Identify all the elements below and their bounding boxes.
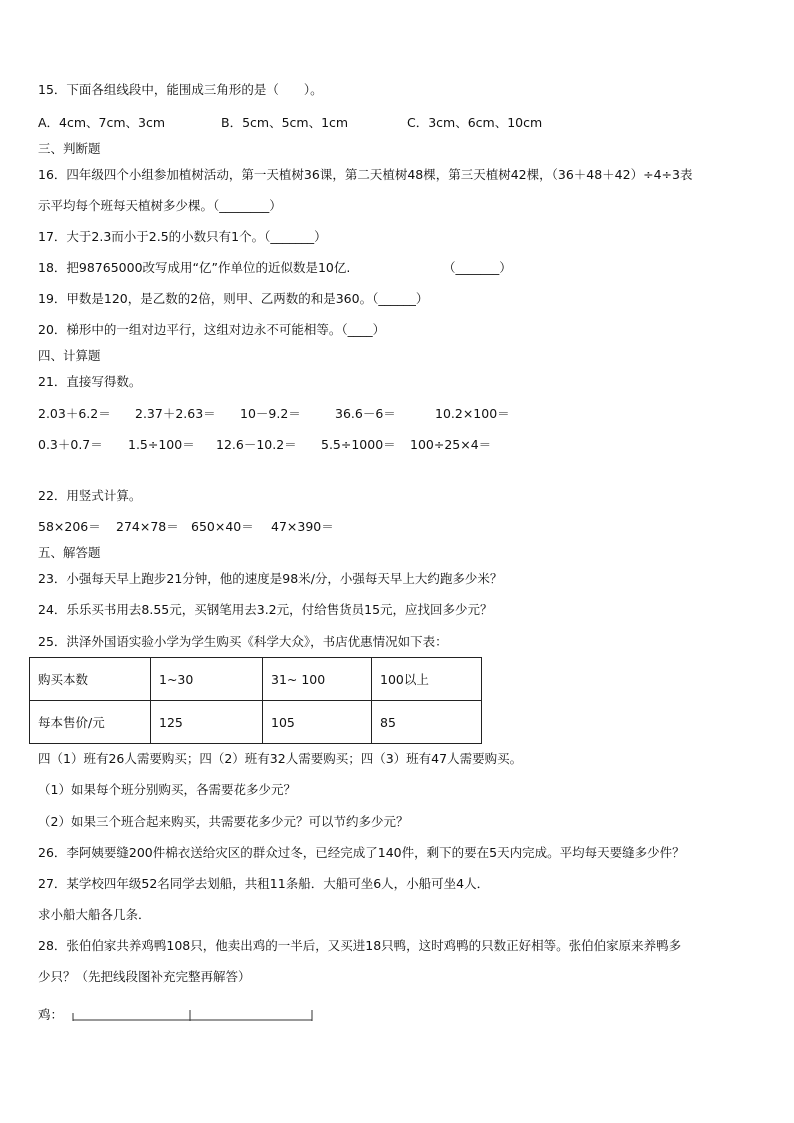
section-problems-heading: 五、解答题 <box>38 545 101 560</box>
calc-item: 100÷25×4＝ <box>410 437 492 452</box>
calc-item: 0.3＋0.7＝ <box>38 437 103 452</box>
chicken-label: 鸡： <box>38 1007 64 1022</box>
table-cell: 每本售价/元 <box>30 701 151 744</box>
q23: 23．小强每天早上跑步21分钟，他的速度是98米/分，小强每天早上大约跑多少米？ <box>38 571 503 586</box>
table-cell: 85 <box>372 701 482 744</box>
q22: 22．用竖式计算。 <box>38 488 142 503</box>
table-cell: 100以上 <box>372 658 482 701</box>
q15-option-b: B．5cm、5cm、1cm <box>221 115 349 130</box>
q28-line1: 28．张伯伯家共养鸡鸭108只，他卖出鸡的一半后，又买进18只鸭，这时鸡鸭的只数正好相等。张伯伯家原来养鸭多 <box>38 938 682 953</box>
q16-line1: 16．四年级四个小组参加植树活动，第一天植树36课，第二天植树48棵，第三天植树42棵，（36＋48＋42）÷4÷3表 <box>38 167 693 182</box>
q15-option-a: A．4cm、7cm、3cm <box>38 115 166 130</box>
table-cell: 31~ 100 <box>263 658 372 701</box>
price-table <box>29 657 482 744</box>
table-cell: 1~30 <box>151 658 263 701</box>
q24: 24．乐乐买书用去8.55元，买钢笔用去3.2元，付给售货员15元，应找回多少元？ <box>38 602 493 617</box>
calc-item: 2.03＋6.2＝ <box>38 406 111 421</box>
q19: 19．甲数是120，是乙数的2倍，则甲、乙两数的和是360。（______） <box>38 291 429 306</box>
calc-item: 36.6－6＝ <box>335 406 396 421</box>
vertical-calc-item: 47×390＝ <box>271 519 334 534</box>
calc-item: 1.5÷100＝ <box>128 437 195 452</box>
section-calculation-heading: 四、计算题 <box>38 348 101 363</box>
q28-line2: 少只？（先把线段图补充完整再解答） <box>38 969 251 984</box>
table-cell: 105 <box>263 701 372 744</box>
q26: 26．李阿姨要缝200件棉衣送给灾区的群众过冬，已经完成了140件，剩下的要在5天内完成。平均每天要缝多少件？ <box>38 845 685 860</box>
q25-part2: （2）如果三个班合起来购买，共需要花多少元？可以节约多少元？ <box>38 814 409 829</box>
table-cell: 125 <box>151 701 263 744</box>
q15-option-c: C．3cm、6cm、10cm <box>407 115 543 130</box>
calc-item: 10.2×100＝ <box>435 406 510 421</box>
vertical-calc-item: 274×78＝ <box>116 519 179 534</box>
q27-line1: 27．某学校四年级52名同学去划船，共租11条船．大船可坐6人，小船可坐4人． <box>38 876 490 891</box>
table-row <box>30 701 482 744</box>
calc-item: 2.37＋2.63＝ <box>135 406 216 421</box>
vertical-calc-item: 650×40＝ <box>191 519 254 534</box>
q20: 20．梯形中的一组对边平行，这组对边永不可能相等。（____） <box>38 322 386 337</box>
q25: 25．洪泽外国语实验小学为学生购买《科学大众》，书店优惠情况如下表： <box>38 634 448 649</box>
q21: 21．直接写得数。 <box>38 374 142 389</box>
table-cell: 购买本数 <box>30 658 151 701</box>
q15-stem: 15．下面各组线段中，能围成三角形的是（ ）。 <box>38 82 323 97</box>
segment-diagram <box>72 1010 314 1022</box>
q18-blank: （_______） <box>443 260 512 275</box>
q25-info: 四（1）班有26人需要购买；四（2）班有32人需要购买；四（3）班有47人需要购买。 <box>38 751 523 766</box>
calc-item: 10－9.2＝ <box>240 406 301 421</box>
q16-line2: 示平均每个班每天植树多少棵。（________） <box>38 198 282 213</box>
calc-item: 12.6－10.2＝ <box>216 437 297 452</box>
calc-item: 5.5÷1000＝ <box>321 437 396 452</box>
q25-part1: （1）如果每个班分别购买，各需要花多少元？ <box>38 782 296 797</box>
q27-line2: 求小船大船各几条． <box>38 907 151 922</box>
section-judgement-heading: 三、判断题 <box>38 141 101 156</box>
q18: 18．把98765000改写成用“亿”作单位的近似数是10亿. <box>38 260 351 275</box>
q17: 17．大于2.3而小于2.5的小数只有1个。（_______） <box>38 229 327 244</box>
table-row <box>30 658 482 701</box>
vertical-calc-item: 58×206＝ <box>38 519 101 534</box>
